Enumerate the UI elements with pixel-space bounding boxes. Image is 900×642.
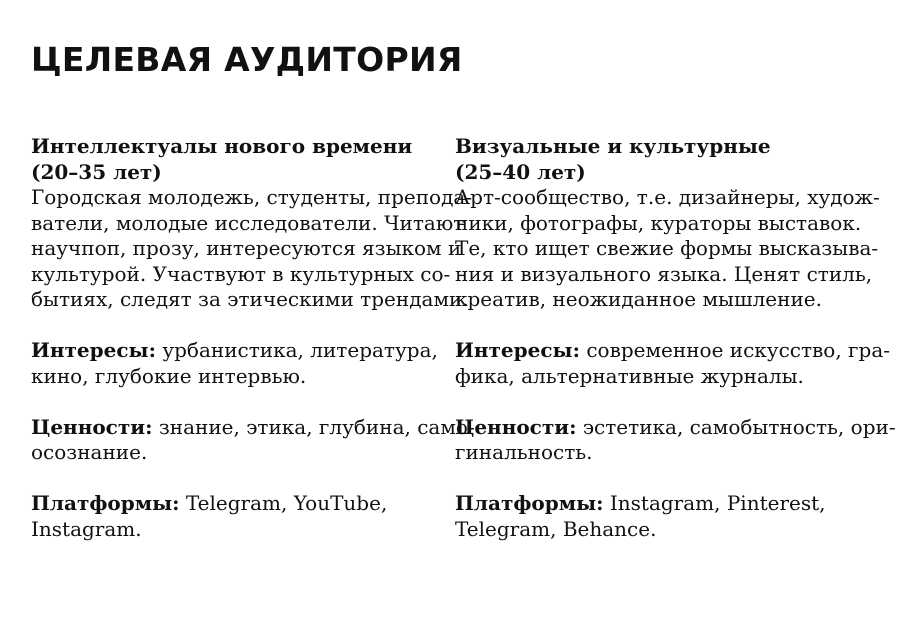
values-text: гинальность. bbox=[455, 440, 593, 464]
audience-description bbox=[31, 134, 473, 313]
audience-heading: Интеллектуалы нового времени bbox=[31, 134, 413, 158]
description-line: креатив, неожиданное мышление. bbox=[455, 287, 822, 311]
audience-heading: Визуальные и культурные bbox=[455, 134, 771, 158]
values-section bbox=[31, 414, 475, 466]
values-label: Ценности: bbox=[31, 414, 153, 439]
interests-line bbox=[31, 338, 451, 364]
description-line: ватели, молодые исследователи. Читают bbox=[31, 210, 465, 235]
platforms-label: Платформы: bbox=[31, 491, 180, 515]
platforms-text: Instagram. bbox=[31, 516, 142, 541]
description-line: ники, фотографы, кураторы выставок. bbox=[455, 210, 862, 235]
description-line: ния и визуального языка. Ценят стиль, bbox=[455, 261, 873, 286]
interests-label: Интересы: bbox=[31, 338, 156, 362]
description-line: культурой. Участвуют в культурных со- bbox=[31, 261, 451, 286]
interests-line bbox=[455, 338, 891, 364]
platforms-text: Instagram, Pinterest, bbox=[603, 491, 826, 515]
description-line: Те, кто ищет свежие формы высказыва- bbox=[455, 236, 879, 260]
page-title: ЦЕЛЕВАЯ АУДИТОРИЯ bbox=[31, 40, 463, 79]
interests-text: кино, глубокие интервью. bbox=[31, 363, 307, 388]
values-section bbox=[455, 414, 896, 466]
values-text: эстетика, самобытность, ори- bbox=[576, 414, 896, 439]
audience-description bbox=[455, 134, 880, 313]
platforms-line bbox=[455, 491, 875, 517]
platforms-text: Telegram, YouTube, bbox=[179, 491, 388, 515]
interests-text: фика, альтернативные журналы. bbox=[455, 363, 804, 388]
audience-age-range: (20–35 лет) bbox=[31, 159, 162, 184]
description-line: бытиях, следят за этическими трендами. bbox=[31, 287, 469, 311]
interests-label: Интересы: bbox=[455, 338, 580, 362]
audience-age-range: (25–40 лет) bbox=[455, 159, 586, 184]
description-line: Арт-сообщество, т.е. дизайнеры, худож- bbox=[455, 185, 880, 209]
platforms-label: Платформы: bbox=[455, 491, 604, 515]
platforms-text: Telegram, Behance. bbox=[455, 516, 657, 541]
interests-text: урбанистика, литература, bbox=[155, 338, 438, 362]
audience-column-intellectuals bbox=[31, 134, 475, 542]
platforms-section bbox=[31, 491, 451, 542]
platforms-section bbox=[455, 491, 875, 542]
values-text: осознание. bbox=[31, 440, 148, 464]
values-text: знание, этика, глубина, само- bbox=[152, 414, 475, 439]
interests-section bbox=[455, 338, 891, 389]
values-line bbox=[455, 414, 896, 441]
values-line bbox=[31, 414, 475, 441]
interests-text: современное искусство, гра- bbox=[579, 338, 891, 362]
values-label: Ценности: bbox=[455, 414, 577, 439]
interests-section bbox=[31, 338, 451, 389]
description-line: научпоп, прозу, интересуются языком и bbox=[31, 236, 462, 260]
audience-column-visual bbox=[455, 134, 896, 542]
description-line: Городская молодежь, студенты, препода- bbox=[31, 185, 473, 209]
platforms-line bbox=[31, 491, 451, 517]
